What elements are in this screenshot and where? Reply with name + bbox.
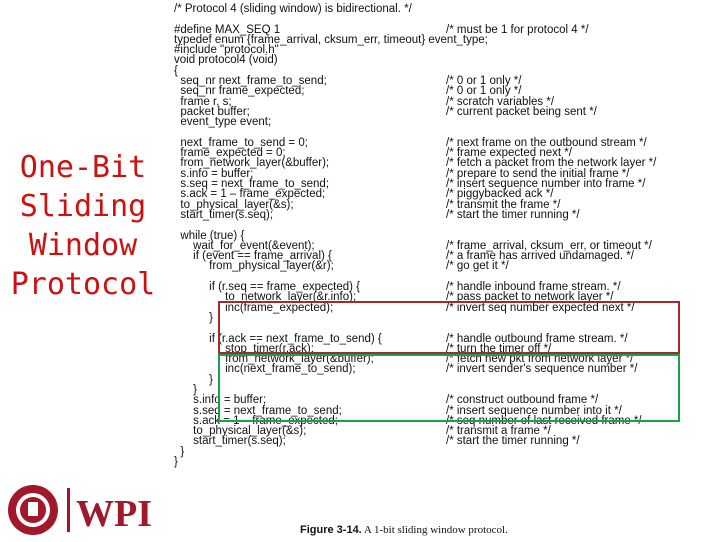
code-comment: /* scratch variables */ [446,95,555,108]
code-comment: /* transmit a frame */ [446,425,551,438]
code-comment: /* invert sender's sequence number */ [446,363,638,376]
code-line: #define MAX_SEQ 1 [174,23,281,36]
code-line: typedef enum {frame_arrival, cksum_err, timeout} event_type; [174,33,488,46]
wpi-logo [6,482,156,537]
code-line: while (true) { [174,229,245,242]
figure-label: Figure 3-14. [300,524,362,536]
code-line: s.info = buffer; [174,167,254,180]
code-line: s.info = buffer; [174,394,267,407]
code-line: s.ack = 1 – frame_expected; [174,188,326,201]
code-comment [446,35,656,45]
code-line: start_timer(s.seq); [174,208,274,221]
code-line: start_timer(s.seq); [174,435,286,448]
code-comment: /* handle outbound frame stream. */ [446,332,628,345]
code-line: seq_nr frame_expected; [174,85,305,98]
code-comment: /* next frame on the outbound stream */ [446,136,647,149]
code-listing-scan [160,0,720,540]
title-line: Window [28,228,138,263]
code-comment: /* turn the timer off */ [446,342,552,355]
code-line: s.ack = 1 – frame_expected; [174,414,338,427]
code-line: next_frame_to_send = 0; [174,136,308,149]
code-comment [446,117,656,127]
code-comment: /* construct outbound frame */ [446,394,599,407]
code-comment: /* pass packet to network layer */ [446,291,614,304]
code-comment: /* insert sequence number into frame */ [446,178,646,191]
code-line: packet buffer; [174,105,250,118]
code-comment: /* handle inbound frame stream. */ [446,281,621,294]
figure-caption-text: A 1-bit sliding window protocol. [363,524,508,536]
code-line: if (r.ack == next_frame_to_send) { [174,332,382,345]
code-comment: /* fetch new pkt from network layer */ [446,353,634,366]
code-comment: /* go get it */ [446,260,509,273]
code-comment [446,55,656,65]
code-line: frame_expected = 0; [174,147,286,160]
code-comment: /* invert seq number expected next */ [446,301,635,314]
title-line: Sliding [19,189,147,224]
code-line: from_network_layer(&buffer); [174,157,330,170]
code-line: s.seq = next_frame_to_send; [174,404,342,417]
code-comment: /* prepare to send the initial frame */ [446,167,630,180]
code-line: wait_for_event(&event); [174,239,315,252]
code-line: } [174,373,213,386]
code-comment: /* frame_arrival, cksum_err, or timeout */ [446,239,652,252]
code-comment: /* insert sequence number into it */ [446,404,622,417]
code-line: /* Protocol 4 (sliding window) is bidirectional. */ [174,3,412,15]
code-comment: /* start the timer running */ [446,208,580,221]
code-line: } [174,311,213,324]
code-line: void protocol4 (void) [174,54,278,67]
code-line: seq_nr next_frame_to_send; [174,75,327,88]
slide-title [8,148,158,304]
code-line: if (event == frame_arrival) { [174,250,332,263]
code-comment: /* 0 or 1 only */ [446,75,522,88]
code-line: stop_timer(r.ack); [174,342,314,355]
title-line: Protocol [10,267,156,302]
code-line: s.seq = next_frame_to_send; [174,178,330,191]
outbound-frame-highlight-box [218,354,680,422]
code-comment [446,457,656,467]
code-line: { [174,64,178,77]
code-line: if (r.seq == frame_expected) { [174,281,361,294]
code-line: } [174,456,178,469]
code-line: event_type event; [174,116,272,129]
code-line: } [174,383,198,396]
code-line: to_physical_layer(&s); [174,425,307,438]
figure-caption [300,524,508,536]
title-line: One-Bit [19,150,147,185]
code-line: from_physical_layer(&r); [174,260,334,273]
code-line: frame r, s; [174,95,232,108]
code-comment: /* seq number of last received frame */ [446,414,642,427]
wpi-seal-icon [6,482,156,537]
svg-text:WPI: WPI [76,493,152,535]
code-line [174,220,488,230]
code-line: to_physical_layer(&s); [174,198,294,211]
code-comment: /* must be 1 for protocol 4 */ [446,23,589,36]
code-comment: /* start the timer running */ [446,435,580,448]
code-comment: /* piggybacked ack */ [446,188,554,201]
code-comment [446,4,656,14]
code-comment: /* frame expected next */ [446,147,572,160]
code-line: inc(frame_expected); [174,301,334,314]
code-comment: /* a frame has arrived undamaged. */ [446,250,634,263]
code-comment [446,45,656,55]
code-line: } [174,445,185,458]
code-comment: /* transmit the frame */ [446,198,561,211]
code-comment [446,220,656,230]
code-line: #include "protocol.h" [174,44,279,57]
code-line: from_network_layer(&buffer); [174,353,374,366]
code-line: inc(next_frame_to_send); [174,363,356,376]
code-comment: /* current packet being sent */ [446,105,597,118]
inbound-frame-highlight-box [218,301,680,354]
code-comment [446,447,656,457]
code-comment: /* fetch a packet from the network layer */ [446,157,657,170]
code-comment: /* 0 or 1 only */ [446,85,522,98]
code-line: to_network_layer(&r.info); [174,291,357,304]
